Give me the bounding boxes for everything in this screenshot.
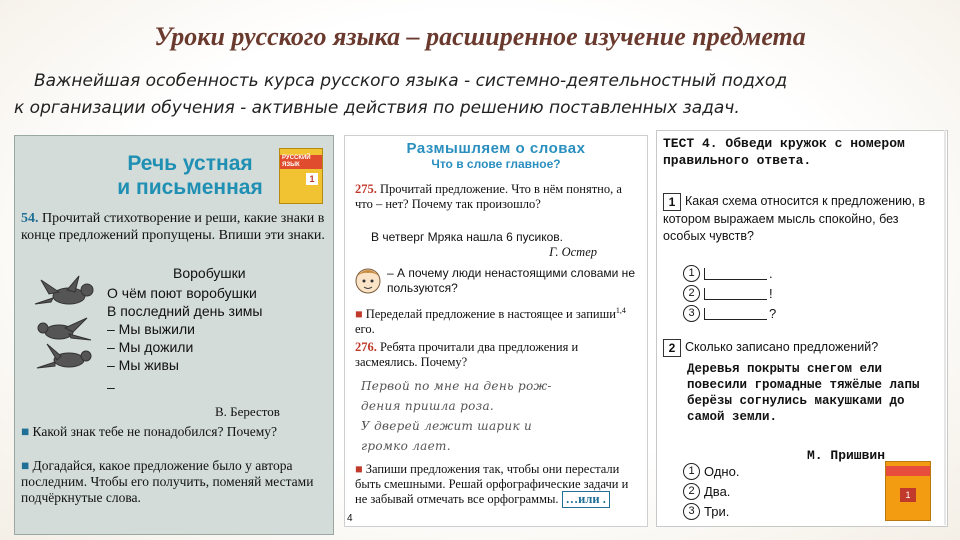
option-circle[interactable]: 3 [683, 503, 700, 520]
task-275: 275. Прочитай предложение. Что в нём понятно, а что – нет? Почему так произошло? [355, 182, 622, 211]
book-cover-label: РУССКИЙ ЯЗЫК [282, 155, 311, 168]
page2-heading-subtitle: Что в слове главное? [431, 157, 561, 171]
poem-sparrows [107, 264, 327, 396]
poem-line: О чём поют воробушки [107, 285, 257, 301]
question-unused-sign: ■ Какой знак тебе не понадобился? Почему? [21, 424, 278, 439]
option-circle[interactable]: 1 [683, 463, 700, 480]
task-276: 276. Ребята прочитали два предложения и засмеялись. Почему? [355, 340, 579, 369]
task-54 [21, 210, 327, 244]
passage-author: М. Пришвин [807, 448, 886, 463]
poem-line: – Мы дожили [107, 339, 194, 355]
answer-option-two[interactable]: 2 Два. [683, 483, 730, 500]
option-circle[interactable]: 3 [683, 305, 700, 322]
slide-subtitle [14, 68, 944, 122]
task-text: Прочитай стихотворение и реши, какие знаки в конце предложений пропущены. Впиши эти знаки. [21, 211, 325, 243]
handwritten-line: дения пришла роза. [361, 399, 495, 413]
poem-line: – Мы выжили [107, 321, 195, 337]
handwritten-line: громко лает. [361, 439, 451, 453]
boy-face-icon [353, 264, 383, 298]
orthogram-badge: …или . [562, 491, 610, 508]
boy-speech-text: – А почему люди ненастоящими словами не пользуются? [387, 266, 635, 295]
question-number: 2 [663, 339, 681, 357]
poem-line: В последний день зимы [107, 303, 263, 319]
book-cover-grade: 1 [306, 173, 318, 185]
sparrows-illustration-icon [29, 274, 113, 374]
poem-author: В. Берестов [215, 404, 280, 419]
book-cover-icon [279, 148, 323, 204]
test-heading: ТЕСТ 4. Обведи кружок с номером правильного ответа. [663, 136, 905, 168]
task-number: 54. [21, 211, 39, 226]
subtitle-line-1: Важнейшая особенность курса русского языка - системно-деятельностный подход [34, 71, 788, 91]
page2-heading-title: Размышляем о словах [406, 140, 586, 157]
redo-instruction: ■ Переделай предложение в настоящее и запиши$^{1,4}$ его. [355, 306, 626, 336]
task-275-author: Г. Остер [549, 245, 597, 259]
option-circle[interactable]: 1 [683, 265, 700, 282]
question-number: 1 [663, 193, 681, 211]
subtitle-line-2: к организации обучения - активные действия по решению поставленных задач. [14, 98, 740, 118]
slide-title: Уроки русского языка – расширенное изучение предмета [154, 22, 806, 51]
handwritten-sentences [361, 376, 635, 456]
book-cover-grade: 1 [900, 488, 916, 502]
question-last-sentence: ■ Догадайся, какое предложение было у автора последним. Чтобы его получить, поменяй местами подчёркнутые слова. [21, 458, 314, 505]
page1-heading-line1: Речь устная [127, 152, 253, 175]
write-instruction: ■ Запиши предложения так, чтобы они перестали быть смешными. Решай орфографические задачи и не забывай отмечать все орфограммы. …или . [355, 462, 629, 506]
textbook-page-test [656, 130, 948, 527]
page2-heading [345, 140, 647, 171]
option-circle[interactable]: 2 [683, 483, 700, 500]
poem-title: Воробушки [173, 265, 246, 281]
test-passage: Деревья покрыты снегом ели повесили громадные тяжёлые лапы берёзы согнулись макушками до самой земли. [687, 362, 920, 424]
answer-option-1[interactable]: 1 . [683, 265, 773, 282]
handwritten-line: У дверей лежит шарик и [361, 419, 533, 433]
page-number: 4 [347, 513, 353, 524]
textbook-page-words [344, 135, 648, 527]
test-question-2: 2 Сколько записано предложений? [663, 339, 941, 357]
answer-option-three[interactable]: 3 Три. [683, 503, 729, 520]
poem-line: – [107, 379, 115, 395]
answer-option-one[interactable]: 1 Одно. [683, 463, 739, 480]
test-question-1: 1 Какая схема относится к предложению, в котором выражаем мысль спокойно, без особых чувств? [663, 194, 926, 243]
page1-heading [95, 152, 285, 200]
answer-option-3[interactable]: 3 ? [683, 305, 776, 322]
option-circle[interactable]: 2 [683, 285, 700, 302]
task-275-sentence: В четверг Мряка нашла 6 пусиков. [371, 230, 563, 244]
page1-heading-line2: и письменная [117, 176, 263, 199]
book-cover-icon [885, 461, 931, 521]
answer-option-2[interactable]: 2 ! [683, 285, 773, 302]
textbook-page-speech [14, 135, 334, 535]
page-edge [944, 130, 946, 525]
poem-line: – Мы живы [107, 357, 179, 373]
handwritten-line: Первой по мне на день рож- [361, 379, 552, 393]
